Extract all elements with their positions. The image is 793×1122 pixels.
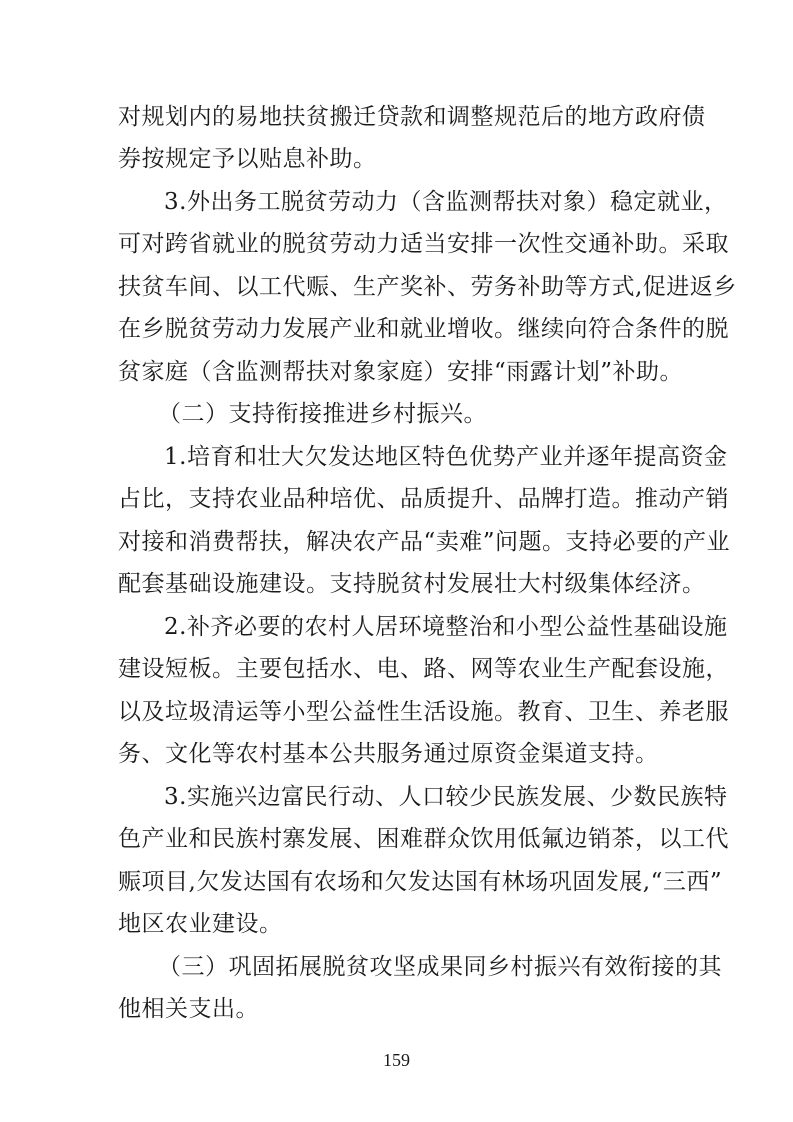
line-text: 3.实施兴边富民行动、人口较少民族发展、少数民族特 [164, 784, 728, 810]
line-text: 建设短板。主要包括水、电、路、网等农业生产配套设施， [118, 656, 729, 682]
line-text: 3.外出务工脱贫劳动力（含监测帮扶对象）稳定就业， [164, 189, 728, 215]
line-text: 1.培育和壮大欠发达地区特色优势产业并逐年提高资金 [164, 444, 728, 470]
line-text: 扶贫车间、以工代赈、生产奖补、劳务补助等方式,促进返乡 [118, 274, 737, 300]
line-text: 贫家庭（含监测帮扶对象家庭）安排“雨露计划”补助。 [118, 359, 684, 385]
line-text: 对规划内的易地扶贫搬迁贷款和调整规范后的地方政府债 [118, 104, 706, 130]
line-text: 券按规定予以贴息补助。 [118, 146, 377, 172]
line-text: （三）巩固拓展脱贫攻坚成果同乡村振兴有效衔接的其 [158, 954, 722, 980]
line-text: 对接和消费帮扶，解决农产品“卖难”问题。支持必要的产业 [118, 529, 731, 555]
line-text: 色产业和民族村寨发展、困难群众饮用低氟边销茶，以工代 [118, 826, 729, 852]
line-text: 赈项目,欠发达国有农场和欠发达国有林场巩固发展,“三西” [118, 869, 723, 895]
line-text: 占比，支持农业品种培优、品质提升、品牌打造。推动产销 [118, 486, 729, 512]
line-text: 配套基础设施建设。支持脱贫村发展壮大村级集体经济。 [118, 571, 706, 597]
line-text: 2.补齐必要的农村人居环境整治和小型公益性基础设施 [164, 614, 728, 640]
line-text: 务、文化等农村基本公共服务通过原资金渠道支持。 [118, 741, 659, 767]
line-text: 在乡脱贫劳动力发展产业和就业增收。继续向符合条件的脱 [118, 316, 729, 342]
page-number: 159 [383, 1050, 410, 1070]
line-text: 地区农业建设。 [118, 911, 283, 937]
line-text: 可对跨省就业的脱贫劳动力适当安排一次性交通补助。采取 [118, 231, 729, 257]
line-text: 他相关支出。 [118, 996, 259, 1022]
line-text: （二）支持衔接推进乡村振兴。 [158, 401, 487, 427]
line-text: 以及垃圾清运等小型公益性生活设施。教育、卫生、养老服 [118, 699, 729, 725]
